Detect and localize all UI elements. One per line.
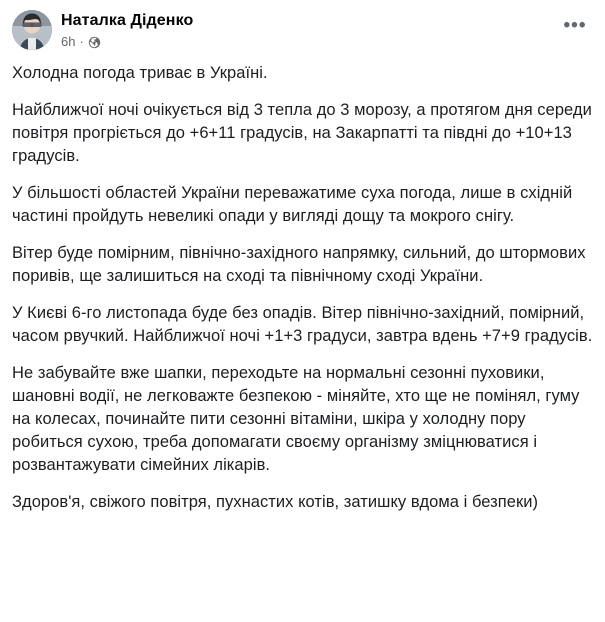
- post-paragraph: Найближчої ночі очікується від 3 тепла до 3 морозу, а протягом дня середи повітря прогріється до +6+11 градусів, на Закарпатті та півдні до +10+13 градусів.: [12, 101, 592, 165]
- post-paragraph: Не забувайте вже шапки, переходьте на нормальні сезонні пуховики, шановні водії, не легковажте безпекою - міняйте, хто ще не помінял, гуму на колесах, починайте пити сезонні вітаміни, шкіра у холодну пору робиться сухою, треба допомагати своєму організму зміцнюватися і розвантажувати сімейних лікарів.: [12, 364, 580, 474]
- post-paragraph: Здоров'я, свіжого повітря, пухнастих котів, затишку вдома і безпеки): [12, 493, 539, 511]
- meta-separator: ·: [79, 34, 84, 49]
- post-header: [0, 0, 605, 54]
- post-paragraph: Вітер буде помірним, північно-західного напрямку, сильний, до штормових поривів, ще залишиться на сході та північному сході України.: [12, 244, 586, 285]
- avatar[interactable]: [12, 10, 52, 50]
- post-meta: [61, 34, 559, 50]
- post-options-button[interactable]: [559, 10, 591, 42]
- post-paragraph: Холодна погода триває в Україні.: [12, 64, 268, 82]
- more-options-icon: •••: [563, 15, 587, 36]
- post-body: [0, 54, 605, 514]
- globe-icon[interactable]: [88, 36, 101, 49]
- post-timestamp[interactable]: 6h: [61, 34, 76, 49]
- post-paragraph: У Києві 6-го листопада буде без опадів. Вітер північно-західний, помірний, часом рвучкий. Найближчої ночі +1+3 градуси, завтра вдень +7+9 градусів.: [12, 304, 593, 345]
- post-header-text: [61, 10, 559, 50]
- post-paragraph: У більшості областей України переважатиме суха погода, лише в східній частині пройдуть невеликі опади у вигляді дощу та мокрого снігу.: [12, 184, 573, 225]
- author-name[interactable]: Наталка Діденко: [61, 12, 194, 29]
